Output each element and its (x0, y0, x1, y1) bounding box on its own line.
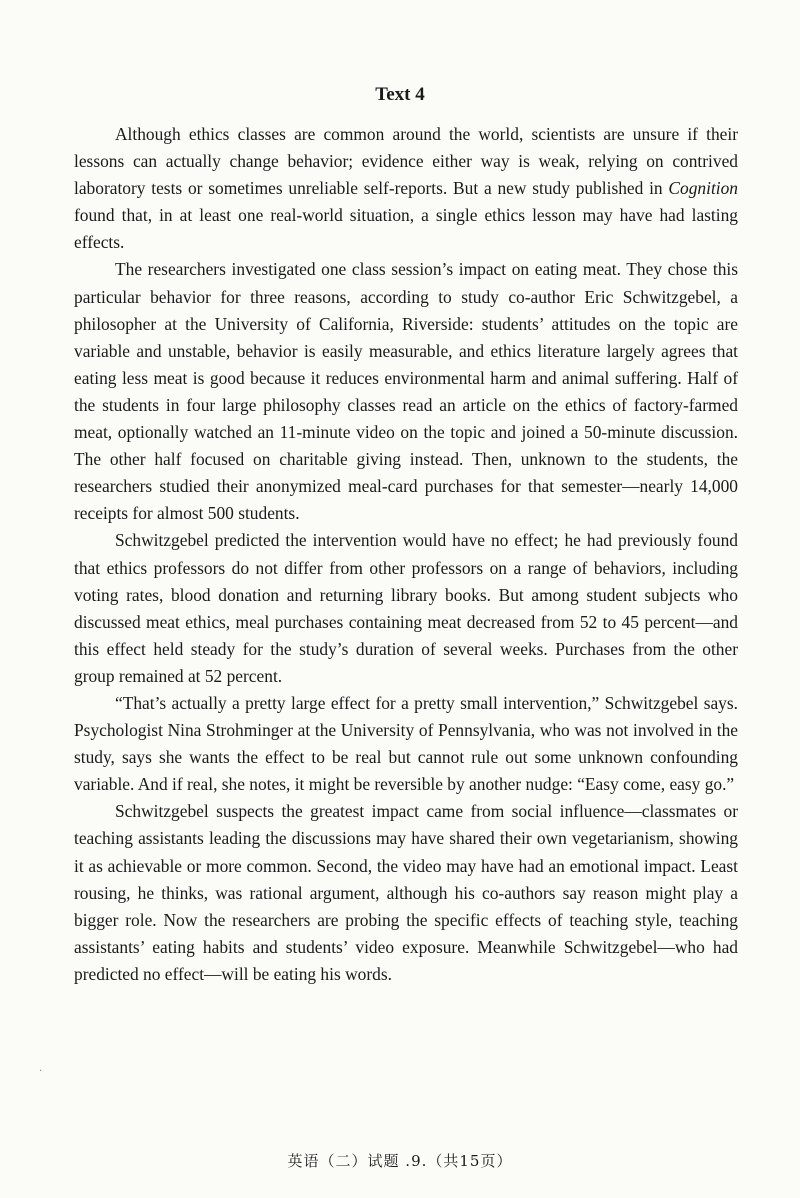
margin-mark: · (39, 1066, 43, 1077)
paragraph-4: “That’s actually a pretty large effect for a pretty small intervention,” Schwitzgebel says. Psychologist Nina Strohminger at the University of Pennsylvania, who was not involved in the study, says she wants the effect to be real but cannot rule out some unknown confounding variable. And if real, she notes, it might be reversible by another nudge: “Easy come, easy go.” (74, 692, 738, 795)
paragraph-2: The researchers investigated one class session’s impact on eating meat. They chose this particular behavior for three reasons, according to study co-author Eric Schwitzgebel, a philosopher at the University of California, Riverside: students’ attitudes on the topic are variable and unstable, behavior is easily measurable, and ethics literature largely agrees that eating less meat is good because it reduces environmental harm and animal suffering. Half of the students in four large philosophy classes read an article on the ethics of factory-farmed meat, optionally watched an 11-minute video on the topic and joined a 50-minute discussion. The other half focused on charitable giving instead. Then, unknown to the students, the researchers studied their anonymized meal-card purchases for that semester—nearly 14,000 receipts for almost 500 students. (74, 259, 738, 524)
paragraph-1: Although ethics classes are common around the world, scientists are unsure if their lessons can actually change behavior; evidence either way is weak, relying on contrived laboratory tests or sometimes unreliable self-reports. But a new study published in Cognition found that, in at least one real-world situation, a single ethics lesson may have had lasting effects. (74, 124, 738, 253)
paragraph-3: Schwitzgebel predicted the intervention would have no effect; he had previously found that ethics professors do not differ from other professors on a range of behaviors, including voting rates, blood donation and returning library books. But among student subjects who discussed meat ethics, meal purchases containing meat decreased from 52 to 45 percent—and this effect held steady for the study’s duration of several weeks. Purchases from the other group remained at 52 percent. (74, 530, 738, 686)
section-title: Text 4 (375, 84, 425, 105)
passage-body (74, 121, 738, 988)
page-footer: 英语（二）试题 .9.（共15页） (287, 1152, 513, 1170)
paragraph-5: Schwitzgebel suspects the greatest impact came from social influence—classmates or teaching assistants leading the discussions may have shared their own vegetarianism, showing it as achievable or more common. Second, the video may have had an emotional impact. Least rousing, he thinks, was rational argument, although his co-authors say reason might play a bigger role. Now the researchers are probing the specific effects of teaching style, teaching assistants’ eating habits and students’ video exposure. Meanwhile Schwitzgebel—who had predicted no effect—will be eating his words. (74, 801, 738, 984)
journal-name: Cognition (668, 178, 738, 199)
